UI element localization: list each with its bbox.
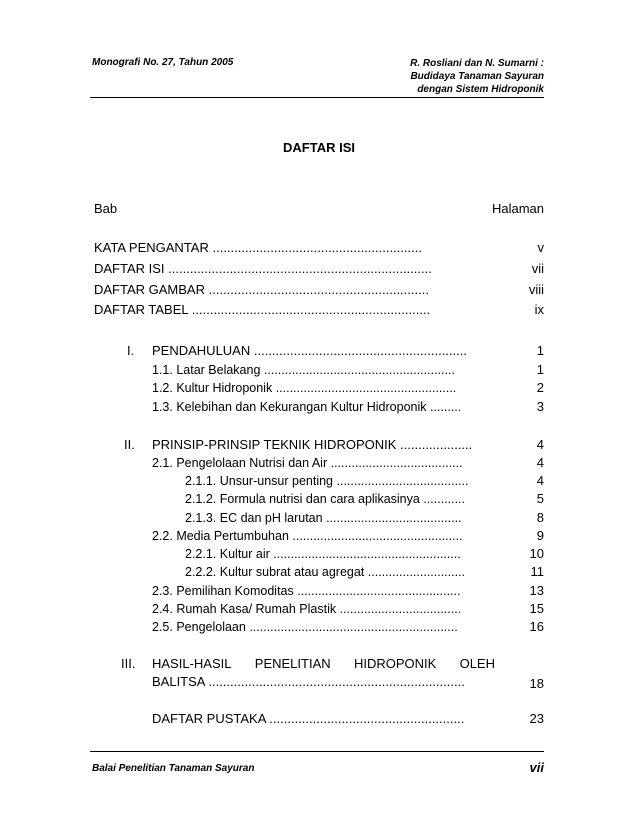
toc-leader: ................................... [339,602,462,616]
toc-entry [152,619,458,635]
toc-leader: ............................................................. [208,282,429,297]
column-bab: Bab [94,201,118,216]
toc-entry [152,601,461,617]
toc-page: 4 [536,437,544,452]
toc-entry [152,343,467,359]
toc-label: 2.5. Pengelolaan [152,620,246,634]
toc-entry [152,362,455,378]
toc-label: 2.2.1. Kultur air [185,547,270,561]
toc-entry [152,399,461,415]
toc-page: 4 [536,455,544,470]
toc-leader: ...................................... [336,474,469,488]
toc-leader: .................................................................. [191,302,431,317]
toc-leader: ............ [423,492,466,506]
toc-leader: .................... [400,437,473,452]
toc-label: 2.4. Rumah Kasa/ Rumah Plastik [152,602,337,616]
toc-leader: ...................................... [330,456,463,470]
chapter-number: II. [124,437,135,452]
toc-label: BALITSA [152,674,205,689]
header-right-line: R. Rosliani dan N. Sumarni : [410,58,544,69]
toc-entry [185,491,465,507]
toc-leader: .................................................... [275,381,457,395]
toc-label: 2.1.2. Formula nutrisi dan cara aplikasinya [185,492,420,506]
toc-label: 2.2. Media Pertumbuhan [152,529,289,543]
toc-page: 11 [530,564,544,579]
toc-entry [152,711,464,727]
toc-page: 23 [529,711,544,726]
footer-page-number: vii [529,760,544,775]
page-title: DAFTAR ISI [283,140,355,155]
toc-entry [94,302,430,318]
toc-label-word: PENELITIAN [254,656,331,671]
toc-entry [152,437,472,453]
toc-page: 10 [529,546,544,561]
chapter-number: I. [127,343,135,358]
chapter-number: III. [121,656,136,671]
toc-entry [185,510,462,526]
toc-page: ix [534,302,544,317]
toc-entry [152,528,463,544]
toc-page: 5 [536,491,544,506]
toc-leader: ...................................................... [273,547,461,561]
toc-leader: ............................................... [297,584,461,598]
toc-entry [185,546,461,562]
header-right-line: Budidaya Tanaman Sayuran [410,71,544,82]
toc-label: 2.1.3. EC dan pH larutan [185,511,323,525]
toc-label: 1.1. Latar Belakang [152,363,261,377]
toc-leader: ........................................................... [253,343,467,358]
toc-label: DAFTAR TABEL [94,302,189,317]
toc-page: 4 [536,473,544,488]
toc-leader: .......................................................... [212,240,422,255]
toc-entry [152,455,463,471]
header-right [410,57,544,96]
toc-leader: ............................ [367,565,466,579]
toc-label: 2.3. Pemilihan Komoditas [152,584,294,598]
header-rule [90,97,544,98]
toc-page: 1 [536,343,544,358]
toc-label: DAFTAR GAMBAR [94,282,205,297]
toc-leader: ......... [429,400,462,414]
toc-page: 16 [529,619,544,634]
toc-leader: ....................................... [326,511,462,525]
toc-label-word: HASIL-HASIL [152,656,232,671]
toc-entry [185,564,465,580]
footer-left: Balai Penelitian Tanaman Sayuran [92,763,255,774]
toc-page: 1 [536,362,544,377]
footer-rule [90,751,544,752]
toc-leader: ...................................................... [269,711,465,726]
toc-entry [94,261,432,277]
toc-page: v [537,240,544,255]
toc-entry [94,240,422,256]
toc-entry [152,583,460,599]
toc-page: 2 [536,380,544,395]
toc-page: 3 [536,399,544,414]
toc-page: 13 [529,583,544,598]
toc-label: PRINSIP-PRINSIP TEKNIK HIDROPONIK [152,437,397,452]
toc-page: 8 [536,510,544,525]
toc-leader: ....................................................................... [208,674,465,689]
header-left: Monografi No. 27, Tahun 2005 [92,57,234,68]
column-halaman: Halaman [491,201,544,216]
toc-page: 9 [536,528,544,543]
toc-entry-line2 [152,674,465,690]
toc-entry [185,473,468,489]
toc-label: DAFTAR ISI [94,261,165,276]
toc-leader: ............................................................ [249,620,458,634]
toc-page: viii [528,282,544,297]
toc-label-word: OLEH [459,656,495,671]
toc-label: 2.1. Pengelolaan Nutrisi dan Air [152,456,328,470]
toc-leader: ......................................................................... [168,261,432,276]
toc-entry [94,282,429,298]
toc-label: DAFTAR PUSTAKA [152,711,266,726]
toc-label: 1.2. Kultur Hidroponik [152,381,273,395]
toc-label: KATA PENGANTAR [94,240,209,255]
toc-entry [152,380,456,396]
toc-label: PENDAHULUAN [152,343,251,358]
toc-leader: ....................................................... [263,363,455,377]
toc-page: 18 [529,676,544,691]
toc-label: 2.1.1. Unsur-unsur penting [185,474,334,488]
toc-label: 2.2.2. Kultur subrat atau agregat [185,565,365,579]
toc-page: vii [531,261,544,276]
toc-label-word: HIDROPONIK [353,656,437,671]
toc-page: 15 [529,601,544,616]
header-right-line: dengan Sistem Hidroponik [417,84,544,95]
toc-label: 1.3. Kelebihan dan Kekurangan Kultur Hidroponik [152,400,427,414]
toc-entry-line1 [152,656,495,672]
toc-leader: ................................................. [292,529,463,543]
